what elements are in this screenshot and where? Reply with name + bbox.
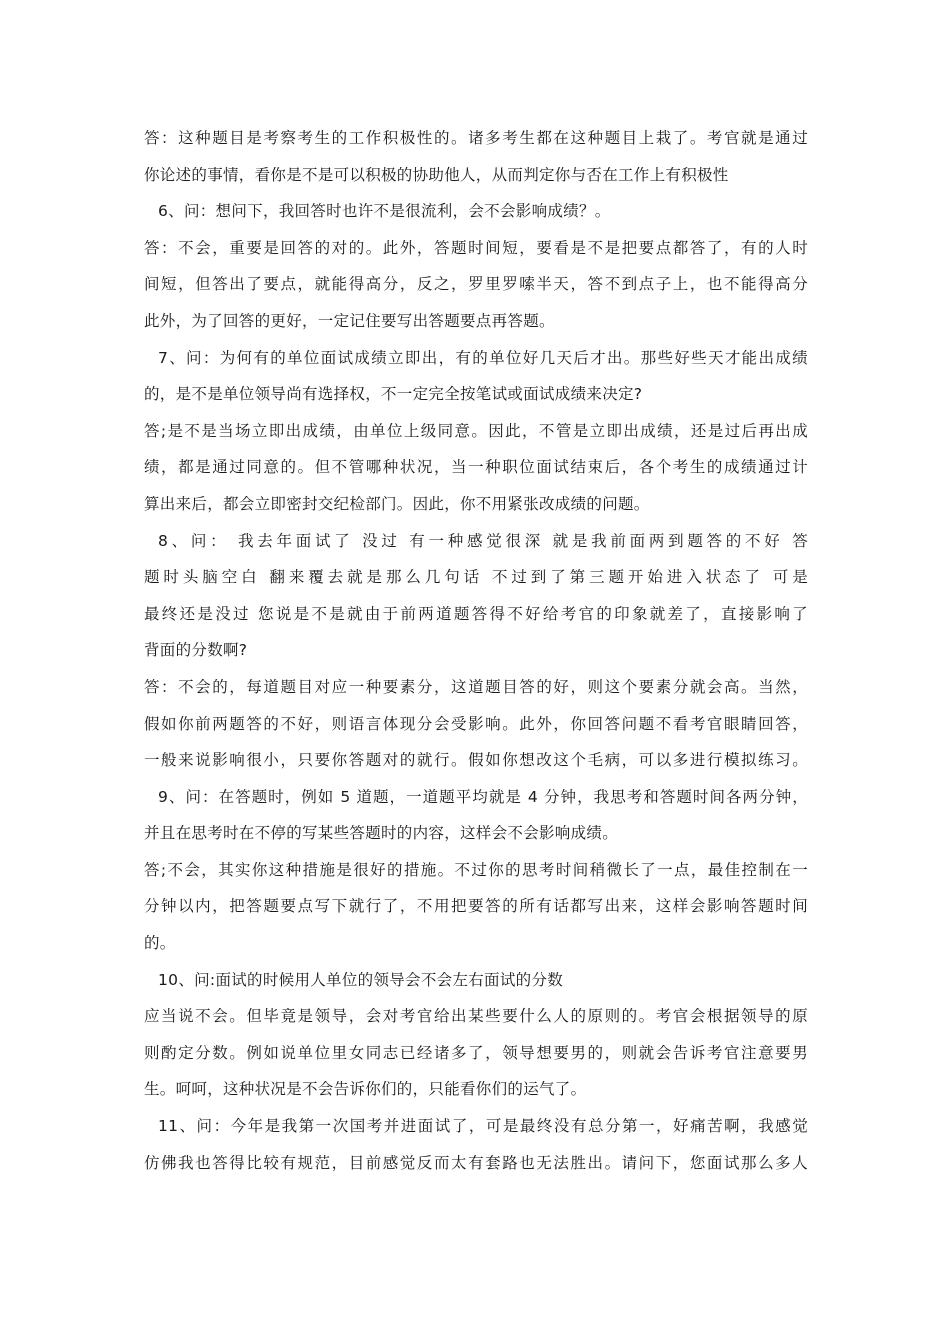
text-line: 8、问： 我去年面试了 没过 有一种感觉很深 就是我前面两到题答的不好 答 [158, 531, 808, 550]
text-line: 答;不会，其实你这种措施是很好的措施。不过你的思考时间稍微长了一点，最佳控制在一 [144, 860, 808, 879]
text-line: 9、问：在答题时，例如 5 道题，一道题平均就是 4 分钟，我思考和答题时间各两分钟， [158, 787, 808, 806]
text-line: 题时头脑空白 翻来覆去就是那么几句话 不过到了第三题开始进入状态了 可是 [144, 568, 808, 587]
text-line: 仿佛我也答得比较有规范，目前感觉反而太有套路也无法胜出。请问下，您面试那么多人 [144, 1153, 808, 1172]
text-line: 10、问:面试的时候用人单位的领导会不会左右面试的分数 [158, 970, 564, 989]
text-line: 算出来后，都会立即密封交纪检部门。因此，你不用紧张改成绩的问题。 [144, 494, 650, 513]
text-line: 11、问：今年是我第一次国考并进面试了，可是最终没有总分第一，好痛苦啊，我感觉 [158, 1117, 808, 1136]
text-line: 此外，为了回答的更好，一定记住要写出答题要点再答题。 [144, 311, 555, 330]
text-line: 答：这种题目是考察考生的工作积极性的。诸多考生都在这种题目上栽了。考官就是通过 [144, 129, 808, 147]
text-line: 则酌定分数。例如说单位里女同志已经诸多了，领导想要男的，则就会告诉考官注意要男 [144, 1043, 808, 1062]
text-line: 答;是不是当场立即出成绩，由单位上级同意。因此，不管是立即出成绩，还是过后再出成 [144, 421, 808, 440]
text-line: 并且在思考时在不停的写某些答题时的内容，这样会不会影响成绩。 [144, 824, 619, 843]
text-line: 的。 [144, 934, 176, 953]
text-line: 答：不会，重要是回答的对的。此外，答题时间短，要看是不是把要点都答了，有的人时 [144, 238, 808, 257]
text-line: 7、问：为何有的单位面试成绩立即出，有的单位好几天后才出。那些好些天才能出成绩 [158, 348, 808, 367]
text-line: 6、问：想问下，我回答时也许不是很流利，会不会影响成绩？。 [158, 202, 611, 221]
text-line: 间短，但答出了要点，就能得高分，反之，罗里罗嗦半天，答不到点子上，也不能得高分 [144, 275, 808, 294]
text-line: 绩，都是通过同意的。但不管哪种状况，当一种职位面试结束后，各个考生的成绩通过计 [144, 458, 808, 477]
text-line: 最终还是没过 您说是不是就由于前两道题答得不好给考官的印象就差了，直接影响了 [144, 604, 808, 623]
text-line: 的，是不是单位领导尚有选择权，不一定完全按笔试或面试成绩来决定? [144, 385, 643, 404]
text-line: 假如你前两题答的不好，则语言体现分会受影响。此外，你回答问题不看考官眼睛回答， [144, 714, 808, 733]
text-line: 一般来说影响很小，只要你答题对的就行。假如你想改这个毛病，可以多进行模拟练习。 [144, 751, 808, 770]
text-line: 生。呵呵，这种状况是不会告诉你们的，只能看你们的运气了。 [144, 1080, 587, 1099]
text-line: 背面的分数啊? [144, 641, 248, 660]
text-line: 你论述的事情，看你是不是可以积极的协助他人，从而判定你与否在工作上有积极性 [144, 165, 729, 184]
document-body [144, 120, 808, 1181]
text-line: 应当说不会。但毕竟是领导，会对考官给出某些要什么人的原则的。考官会根据领导的原 [144, 1007, 808, 1026]
text-line: 分钟以内，把答题要点写下就行了，不用把要答的所有话都写出来，这样会影响答题时间 [144, 897, 808, 916]
text-line: 答：不会的，每道题目对应一种要素分，这道题目答的好，则这个要素分就会高。当然， [144, 677, 808, 696]
